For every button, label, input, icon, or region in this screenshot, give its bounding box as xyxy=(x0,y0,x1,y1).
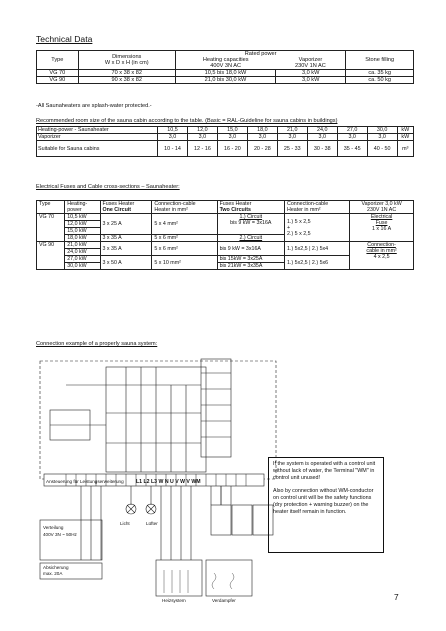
col-cable-one: Connection-cable Heater in mm² xyxy=(152,201,217,214)
cell-fuse: 3 x 35 A xyxy=(100,235,152,242)
col-heating: Heating capacities xyxy=(175,57,275,63)
cell-stone: ca. 35 kg xyxy=(346,70,414,77)
info-note-box xyxy=(268,457,384,553)
cell-power: 27,0 kW xyxy=(65,256,100,263)
cell: 3,0 xyxy=(307,134,337,141)
cell: 12,0 xyxy=(187,127,217,134)
table-row xyxy=(37,127,414,134)
note-paragraph-1: If the system is operated with a control unit without lack of water, the Terminal "WM" in control unit unused! xyxy=(273,461,376,481)
table-row xyxy=(37,70,414,77)
cell-fuse-two: 2.) Circuit xyxy=(217,235,284,242)
splash-note: -All Saunaheaters are splash-water protected.- xyxy=(36,103,152,109)
cell: 3,0 xyxy=(277,134,307,141)
cell-fuse-two: bis 9 kW = 3x16A xyxy=(217,242,284,256)
cell: 3,0 xyxy=(187,134,217,141)
col-rated-power: Rated power xyxy=(175,51,345,58)
table-row xyxy=(37,141,414,157)
connection-heading: Connection example of a properly sauna system: xyxy=(36,341,158,347)
cell: 25 - 33 xyxy=(277,141,307,157)
cell-heat: 21,0 bis 30,0 kW xyxy=(175,77,275,84)
distribution-label: Verteilung xyxy=(43,525,64,530)
col-heating-voltage: 400V 3N AC xyxy=(175,63,275,70)
cell-stone: ca. 50 kg xyxy=(346,77,414,84)
col-cable-two: Connection-cable Heater in mm² xyxy=(285,201,350,214)
col-fuse-one: Fuses Heater One Circuit xyxy=(100,201,152,214)
table-row xyxy=(37,242,414,249)
cell-vaporizer-fuse: Electrical Fuse 1 x 16 A xyxy=(350,214,414,242)
page-number: 7 xyxy=(394,592,399,602)
cell-fuse-two: 1.) Circuit bis 9 kW = 3x16A xyxy=(217,214,284,235)
cell: 18,0 xyxy=(247,127,277,134)
cell-cable: 5 x 4 mm² xyxy=(152,214,217,235)
protection-label: Absicherung xyxy=(43,565,69,570)
col-vaporizer-voltage: 230V 1N AC xyxy=(276,63,346,70)
cell: 21,0 xyxy=(277,127,307,134)
cell-power: 15,0 kW xyxy=(65,228,100,235)
heater-label: Heizsystem xyxy=(162,598,186,603)
cell-cable-two: 1.) 5x2,5 | 2.) 5x4 xyxy=(285,242,350,256)
row-label: Heating-power - Saunaheater xyxy=(37,127,158,134)
voltage-label: 400V 3N ~ 50Hz xyxy=(43,532,77,537)
col-vaporizer: Vaporizer xyxy=(276,57,346,63)
cell-fuse: 3 x 25 A xyxy=(100,214,152,235)
cell: 30 - 38 xyxy=(307,141,337,157)
cell: 20 - 28 xyxy=(247,141,277,157)
cell: 3,0 xyxy=(367,134,397,141)
cell-power: 24,0 kW xyxy=(65,249,100,256)
technical-data-table xyxy=(36,50,414,84)
cell-type: VG 70 xyxy=(37,214,65,242)
cell-power: 21,0 kW xyxy=(65,242,100,249)
cell-vap: 3,0 kW xyxy=(276,70,346,77)
cell: 24,0 xyxy=(307,127,337,134)
room-size-heading: Recommended room size of the sauna cabin according to the table. (Basic = RAL-Guideline for sauna cabins in buildings) xyxy=(36,118,338,124)
cell-cable-two: 1.) 5 x 2,5 + 2.) 5 x 2,5 xyxy=(285,214,350,242)
cell: 10,5 xyxy=(158,127,188,134)
cell: 15,0 xyxy=(217,127,247,134)
cell: 3,0 xyxy=(158,134,188,141)
cell-cable: 5 x 6 mm² xyxy=(152,242,217,256)
cell-type: VG 90 xyxy=(37,242,65,270)
page-title: Technical Data xyxy=(36,34,93,44)
cell-type: VG 70 xyxy=(37,70,79,77)
vaporizer-box xyxy=(206,560,252,596)
fan-label: Lüfter xyxy=(146,521,158,526)
max-label: max. 20A xyxy=(43,571,63,576)
cell-dim: 90 x 38 x 82 xyxy=(78,77,175,84)
lamp-label: Licht xyxy=(120,521,130,526)
col-fuse-two: Fuses Heater Two Circuits xyxy=(217,201,284,214)
fuses-heading: Electrical Fuses and Cable cross-sections – Saunaheater: xyxy=(36,184,180,190)
cell: 30,0 xyxy=(367,127,397,134)
vaporizer-label: Verdampfer xyxy=(212,598,236,603)
cell: 40 - 50 xyxy=(367,141,397,157)
cell-unit: kW xyxy=(397,134,413,141)
cell-fuse-two: bis 15kW = 3x25A xyxy=(217,256,284,263)
note-paragraph-2: Also by connection without WM-conductor on control unit will be the safety functions (dry protection + warning buzzer) on the heater itself remain in function. xyxy=(273,488,374,515)
cell-dim: 70 x 38 x 82 xyxy=(78,70,175,77)
cell-heat: 10,5 bis 18,0 kW xyxy=(175,70,275,77)
cell: 3,0 xyxy=(217,134,247,141)
cell-unit: m³ xyxy=(397,141,413,157)
cell: 27,0 xyxy=(337,127,367,134)
cell: 3,0 xyxy=(247,134,277,141)
row-label: Vaporizer xyxy=(37,134,158,141)
cell-unit: kW xyxy=(397,127,413,134)
col-stone: Stone filling xyxy=(346,51,414,70)
cell-vaporizer-cable: Connection- cable in mm² 4 x 2,5 xyxy=(350,242,414,270)
terminal-strip-labels: L1 L2 L3 W N U V W V WM xyxy=(136,479,201,485)
control-unit-boundary xyxy=(40,361,276,479)
cell: 12 - 16 xyxy=(187,141,217,157)
cell-cable-two: 1.) 5x2,5 | 2.) 5x6 xyxy=(285,256,350,270)
terminal-label: Ansteuerung für Leistungserweiterung xyxy=(46,479,124,484)
heater-box xyxy=(156,560,202,596)
cell-power: 18,0 kW xyxy=(65,235,100,242)
cell: 35 - 45 xyxy=(337,141,367,157)
col-power: Heating- power xyxy=(65,201,100,214)
cell: 10 - 14 xyxy=(158,141,188,157)
relay-block xyxy=(201,359,231,457)
row-label: Suitable for Sauna cabins xyxy=(37,141,158,157)
table-row xyxy=(37,134,414,141)
cell-fuse-two: bis 21kW = 3x35A xyxy=(217,263,284,270)
cell-power: 10,5 kW xyxy=(65,214,100,221)
fuses-table xyxy=(36,200,414,270)
cell-fuse: 3 x 50 A xyxy=(100,256,152,270)
col-type: Type xyxy=(37,201,65,214)
cell-cable: 5 x 6 mm² xyxy=(152,235,217,242)
cell: 3,0 xyxy=(337,134,367,141)
cell-fuse: 3 x 35 A xyxy=(100,242,152,256)
room-size-table xyxy=(36,126,414,157)
cell-cable: 5 x 10 mm² xyxy=(152,256,217,270)
cell-vap: 3,0 kW xyxy=(276,77,346,84)
cell-power: 30,0 kW xyxy=(65,263,100,270)
cell: 16 - 20 xyxy=(217,141,247,157)
cell-power: 12,0 kW xyxy=(65,221,100,228)
col-vaporizer: Vaporizer 3,0 kW 230V 1N AC xyxy=(350,201,414,214)
cell-type: VG 90 xyxy=(37,77,79,84)
col-dimensions: Dimensions W x D x H (in cm) xyxy=(78,51,175,70)
col-type: Type xyxy=(37,51,79,70)
table-row xyxy=(37,214,414,221)
table-row xyxy=(37,77,414,84)
